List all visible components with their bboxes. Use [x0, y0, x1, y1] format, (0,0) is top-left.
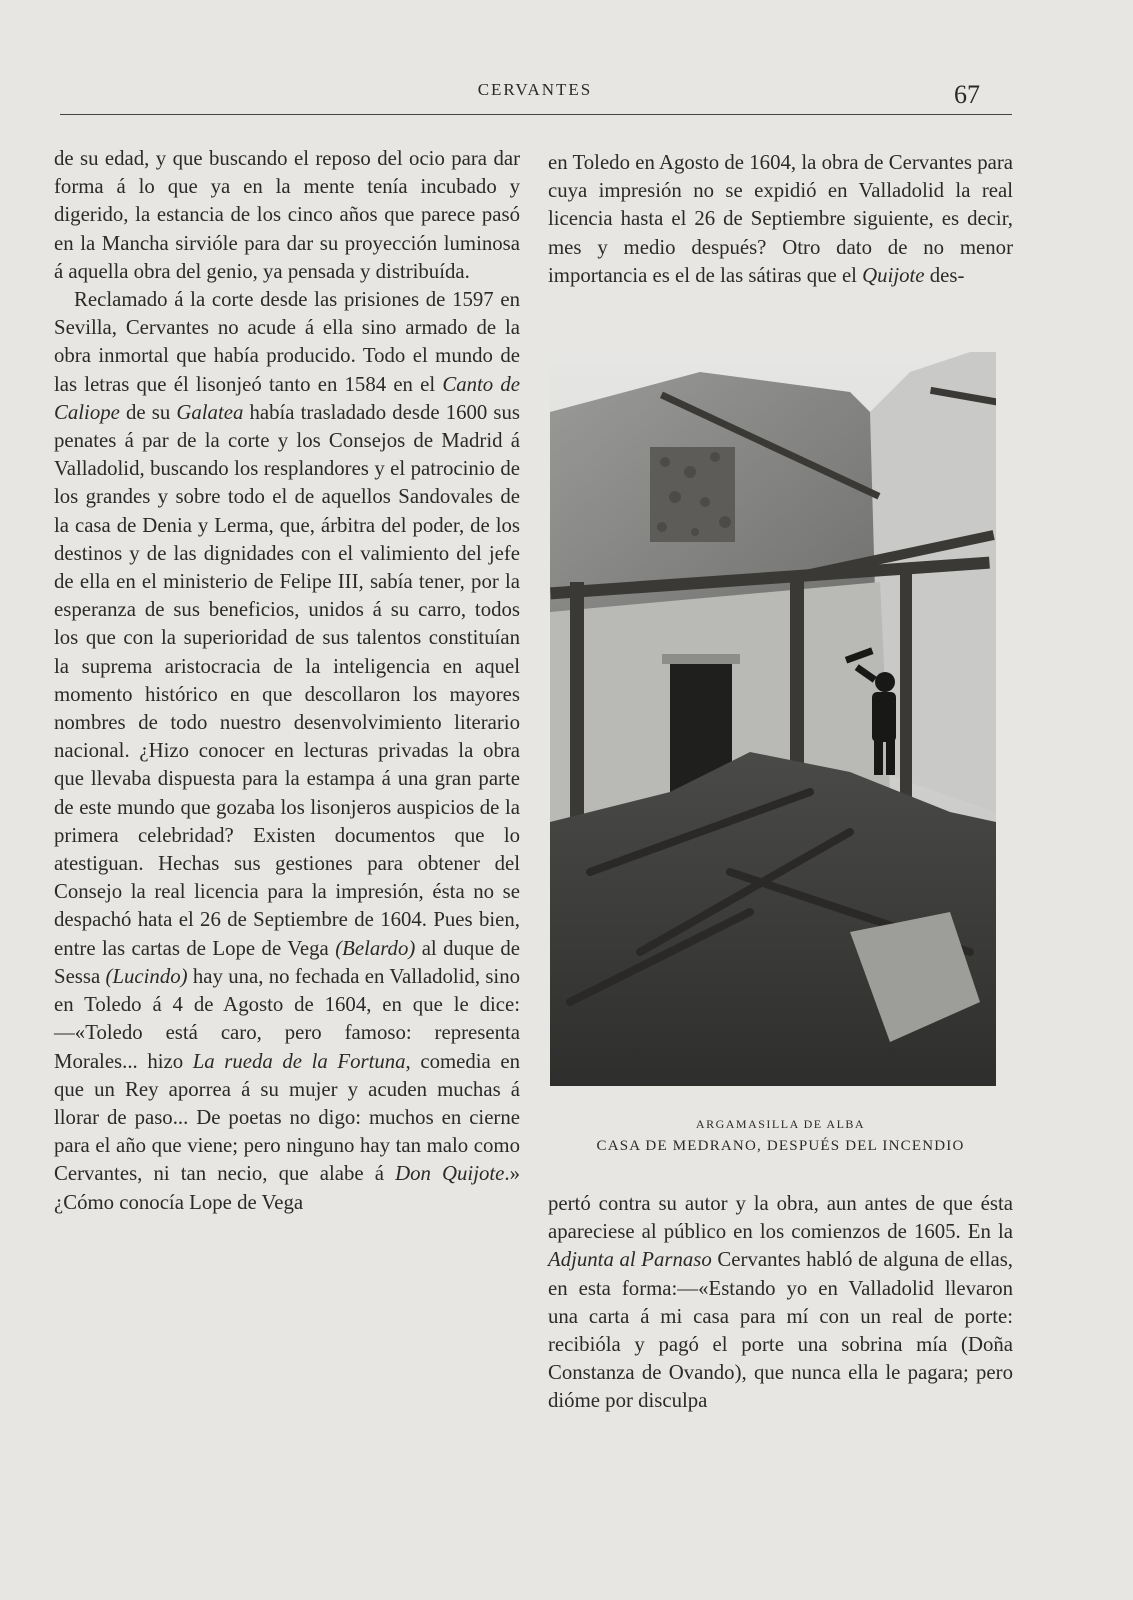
text-run: Reclamado á la corte desde las prisiones de 1597 en Sevilla, Cervantes no acude á ella sino armado de la obra inmortal que había producido. Todo el mundo de las letras que él lisonjeó tanto en 1584 en el — [54, 288, 520, 396]
text-run: de su edad, y que buscando el reposo del ocio para dar forma á lo que ya en la mente tenía incubado y digerido, la estancia de los cinco años que parece pasó en la Mancha sirvióle para dar su proyección luminosa á aquella obra del genio, ya pensada y distribuída. — [54, 147, 520, 283]
right-column-bottom — [548, 1190, 1013, 1416]
italic-run: Don Quijote — [395, 1162, 505, 1186]
text-run: hay una, no fechada en Valladolid, sino en Toledo á 4 de Agosto de 1604, en que le dice:—«Toledo está caro, pero famoso: representa Morales... hizo — [54, 964, 520, 1073]
italic-run: Canto de Caliope — [54, 372, 520, 424]
italic-run: (Lucindo) — [105, 964, 188, 988]
text-run: de su — [119, 400, 177, 424]
text-run: en Toledo en Agosto de 1604, la obra de Cervantes para cuya impresión no se expidió en Valladolid la real licencia hasta el 26 de Septiembre siguiente, es decir, mes y medio después? Otro dato de no menor importancia es el de las sátiras que el — [548, 151, 1013, 287]
text-run: .» ¿Cómo conocía Lope de Vega — [54, 1162, 520, 1214]
paragraph — [54, 286, 520, 1217]
italic-run: La rueda de la Fortuna — [192, 1049, 406, 1073]
text-run: Cervantes habló de alguna de ellas, en esta forma:—«Estando yo en Valladolid llevaron una carta á mi casa para mí con un real de porte: recibióla y pagó el porte una sobrina mía (Doña Constanza de Ovando), que nunca ella le pagara; pero dióme por disculpa — [548, 1248, 1013, 1413]
header-rule — [60, 114, 1012, 115]
running-title: CERVANTES — [477, 80, 593, 99]
figure-caption-place: ARGAMASILLA DE ALBA — [695, 1117, 866, 1131]
italic-run: Galatea — [176, 400, 244, 424]
photo-illustration — [550, 352, 996, 1086]
italic-run: Quijote — [862, 263, 925, 287]
text-run: , comedia en que un Rey aporrea á su mujer y acuden muchas á llorar de paso... De poetas no digo: muchos en cierne para el año que viene; pero ninguno hay tan malo como Cervantes, ni tan necio, que alabe á — [54, 1049, 520, 1186]
text-run: al duque de Sessa — [54, 936, 520, 988]
running-head — [60, 80, 1010, 110]
italic-run: (Belardo) — [335, 936, 416, 960]
paragraph — [548, 1190, 1013, 1416]
italic-run: Adjunta al Parnaso — [548, 1248, 712, 1272]
paragraph — [548, 149, 1013, 290]
right-column-top — [548, 149, 1013, 290]
text-run: pertó contra su autor y la obra, aun antes de que ésta apareciese al público en los comienzos de 1605. En la — [548, 1192, 1013, 1244]
text-run: había trasladado desde 1600 sus penates á par de la corte y los Consejos de Madrid á Valladolid, buscando los resplandores y el patrocinio de los grandes y sobre todo el de aquellos Sandovales de la casa de Denia y Lerma, que, árbitra del poder, de los destinos y de las dignidades con el valimiento del jefe de ella en el ministerio de Felipe III, sabía tener, por la esperanza de sus beneficios, unidos á su carro, todos los que con la superioridad de sus talentos constituían la suprema aristocracia de la inteligencia en aquel momento histórico en que descollaron los mayores nombres de todo nuestro desenvolvimiento literario nacional. ¿Hizo conocer en lecturas privadas la obra que llevaba dispuesta para la estampa á una gran parte de este mundo que gozaba los lisonjeros auspicios de la primera celebridad? Existen documentos que lo atestiguan. Hechas sus gestiones para obtener del Consejo la real licencia para la impresión, ésta no se despachó hata el 26 de Septiembre de 1604. Pues bien, entre las cartas de Lope de Vega — [54, 400, 520, 960]
text-run: des- — [924, 263, 965, 287]
figure-caption-title: CASA DE MEDRANO, DESPUÉS DEL INCENDIO — [596, 1138, 965, 1154]
page-number: 67 — [954, 80, 980, 109]
left-column — [54, 145, 520, 1217]
ruined-house-photo — [550, 352, 996, 1086]
paragraph — [54, 145, 520, 286]
